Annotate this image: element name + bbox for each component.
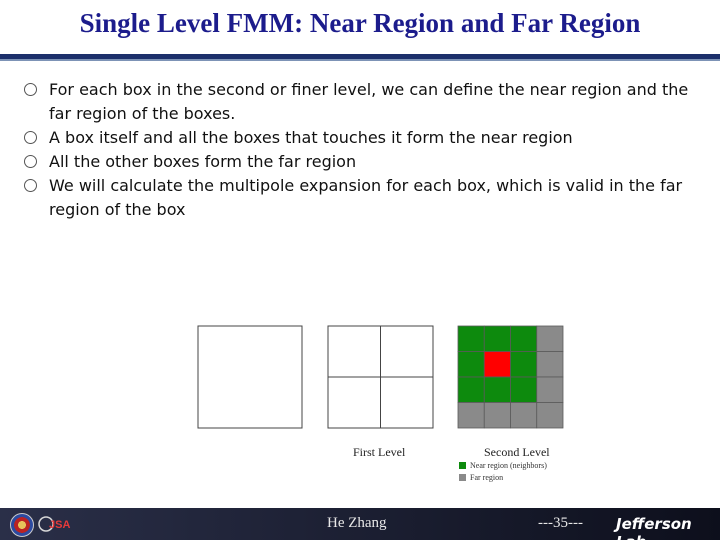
near-region-cell xyxy=(458,326,484,352)
far-region-cell xyxy=(537,377,563,403)
jefferson-lab-logo: Jefferson Lab xyxy=(616,515,692,551)
doe-seal-icon xyxy=(10,513,34,537)
near-region-cell xyxy=(511,352,537,378)
jsa-logo-icon xyxy=(38,513,72,535)
slide-title: Single Level FMM: Near Region and Far Region xyxy=(79,8,641,38)
near-region-cell xyxy=(458,377,484,403)
bullet-text: For each box in the second or finer level, we can define the near region and the far region of the boxes. xyxy=(49,80,689,123)
target-box-cell xyxy=(484,352,510,378)
far-region-cell xyxy=(537,326,563,352)
bullet-text: All the other boxes form the far region xyxy=(49,152,357,171)
first-level-label: First Level xyxy=(353,445,406,459)
far-region-cell xyxy=(458,403,484,429)
near-region-cell xyxy=(511,326,537,352)
far-region-cell xyxy=(537,352,563,378)
level-0-box xyxy=(198,326,302,428)
bullet-text: A box itself and all the boxes that touches it form the near region xyxy=(49,128,573,147)
legend-near-swatch xyxy=(459,462,466,469)
jsa-logo-text: JSA xyxy=(49,519,71,531)
second-level-grid xyxy=(458,326,563,428)
legend-far-swatch xyxy=(459,474,466,481)
far-region-cell xyxy=(511,403,537,429)
near-region-cell xyxy=(484,377,510,403)
far-region-cell xyxy=(537,403,563,429)
bullet-text: We will calculate the multipole expansion for each box, which is valid in the far region of the box xyxy=(49,176,683,219)
footer-page-number: ---35--- xyxy=(538,515,583,531)
legend-far-label: Far region xyxy=(470,473,504,482)
legend-near-label: Near region (neighbors) xyxy=(470,461,547,470)
near-region-cell xyxy=(511,377,537,403)
second-level-label: Second Level xyxy=(484,445,550,459)
far-region-cell xyxy=(484,403,510,429)
near-region-cell xyxy=(458,352,484,378)
near-region-cell xyxy=(484,326,510,352)
footer-author: He Zhang xyxy=(327,515,387,531)
footer-bar xyxy=(0,508,720,551)
